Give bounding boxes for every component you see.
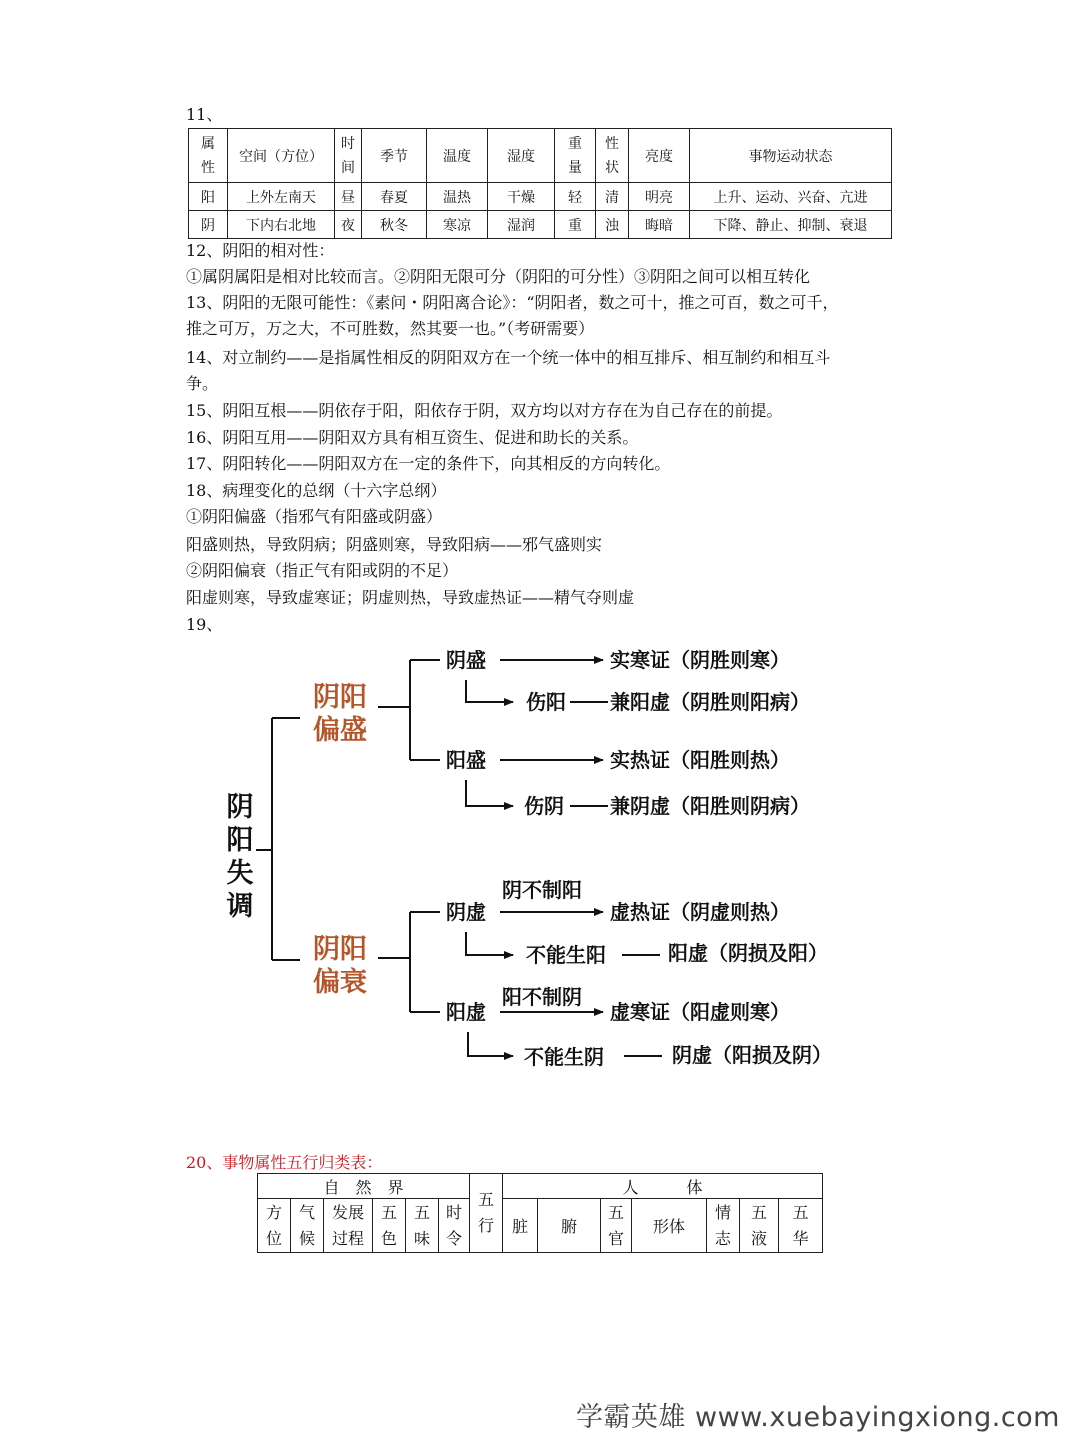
table2-col: 时 令: [439, 1199, 470, 1253]
node-bu-neng-sheng-yin-result: 阴虚（阳损及阴）: [672, 1043, 832, 1067]
table1-cell: 秋冬: [362, 211, 427, 239]
text-line: 阳盛则热，导致阴病；阴盛则寒，导致阳病——邪气盛则实: [186, 535, 603, 554]
table2-group-row: [258, 1174, 823, 1199]
node-yin-xu: 阴虚: [446, 900, 486, 924]
branch-excess-line2: 偏盛: [313, 715, 367, 746]
root-char: 阴: [226, 792, 254, 823]
table1-cell: 阳: [189, 183, 228, 211]
table1-cell: 晦暗: [629, 211, 690, 239]
text-line: 阳虚则寒，导致虚寒证；阴虚则热，导致虚热证——精气夺则虚: [186, 588, 635, 607]
node-shang-yin-result: 兼阴虚（阳胜则阴病）: [610, 794, 810, 818]
text-line: 14、对立制约——是指属性相反的阴阳双方在一个统一体中的相互排斥、相互制约和相互斗: [186, 348, 831, 367]
branch-labels: [313, 682, 367, 998]
table1-cell: 夜: [335, 211, 362, 239]
text-line: 19、: [186, 615, 223, 634]
table1-cell: 重: [555, 211, 596, 239]
table2-col: 五 味: [406, 1199, 439, 1253]
table2-col: 气 候: [291, 1199, 324, 1253]
table2-col: 五 色: [373, 1199, 406, 1253]
table1-cell: 清: [596, 183, 629, 211]
branch-deficiency-line2: 偏衰: [313, 967, 367, 998]
table1-cell: 上外左南天: [228, 183, 335, 211]
table1-header-cell: 季节: [362, 129, 427, 183]
table1-cell: 温热: [427, 183, 488, 211]
table1-cell: 阴: [189, 211, 228, 239]
table2-nature-header: 自 然 界: [258, 1174, 470, 1199]
node-yang-bu-zhi-yin: 阳不制阴: [502, 985, 582, 1009]
table1-cell: 寒凉: [427, 211, 488, 239]
table1-cell: 轻: [555, 183, 596, 211]
text-line: ①阴阳偏盛（指邪气有阳盛或阴盛）: [186, 507, 443, 526]
site-watermark: 学霸英雄 www.xuebayingxiong.com: [575, 1402, 1060, 1433]
table1-header-cell: 空间（方位）: [228, 129, 335, 183]
node-shang-yin: 伤阴: [524, 794, 564, 818]
node-yang-sheng: 阳盛: [446, 748, 486, 772]
table2-col: 方 位: [258, 1199, 291, 1253]
root-label: [227, 792, 254, 922]
table1-number: 11、: [186, 105, 223, 124]
text-line: 15、阴阳互根——阴依存于阳，阳依存于阴，双方均以对方存在为自己存在的前提。: [186, 401, 783, 420]
table2-col: 腑: [538, 1199, 601, 1253]
table1-cell: 上升、运动、兴奋、亢进: [690, 183, 892, 211]
text-line: ①属阴属阳是相对比较而言。②阴阳无限可分（阴阳的可分性）③阴阳之间可以相互转化: [186, 267, 811, 286]
branch-deficiency-line1: 阴阳: [313, 934, 367, 965]
node-shang-yang-result: 兼阳虚（阴胜则阳病）: [610, 690, 810, 714]
branch-excess-line1: 阴阳: [313, 682, 367, 713]
node-bu-neng-sheng-yin: 不能生阴: [524, 1045, 604, 1069]
table2-col: 脏: [503, 1199, 538, 1253]
table1-cell: 干燥: [488, 183, 555, 211]
table2-column-row: [258, 1199, 823, 1253]
node-bu-neng-sheng-yang: 不能生阳: [526, 943, 606, 967]
five-elements-table: [257, 1173, 823, 1253]
text-line: 13、阴阳的无限可能性：《素问・阴阳离合论》：“阴阳者，数之可十，推之可百，数之可千，: [186, 293, 839, 312]
text-line: 12、阴阳的相对性：: [186, 241, 335, 260]
node-yin-bu-zhi-yang: 阴不制阳: [502, 878, 582, 902]
table2-col: 五 液: [740, 1199, 779, 1253]
table2-col: 五 华: [779, 1199, 823, 1253]
table1-cell: 明亮: [629, 183, 690, 211]
table2-title: 20、事物属性五行归类表：: [186, 1153, 383, 1172]
node-yin-sheng: 阴盛: [446, 648, 486, 672]
table1-header-cell: 重 量: [555, 129, 596, 183]
node-yang-xu-result: 虚寒证（阳虚则寒）: [610, 1000, 790, 1024]
node-yang-xu: 阳虚: [446, 1000, 486, 1024]
node-bu-neng-sheng-yang-result: 阳虚（阴损及阳）: [668, 941, 828, 965]
table2-col: 情 志: [707, 1199, 740, 1253]
diagram-nodes: [446, 648, 832, 1069]
table1-cell: 湿润: [488, 211, 555, 239]
text-line: 推之可万，万之大，不可胜数，然其要一也。”（考研需要）: [186, 319, 595, 338]
table1-header-cell: 亮度: [629, 129, 690, 183]
table2-wuxing-header: 五 行: [470, 1174, 503, 1253]
root-char: 失: [226, 858, 254, 889]
node-shang-yang: 伤阳: [526, 690, 566, 714]
table1-header-cell: 事物运动状态: [690, 129, 892, 183]
node-yin-xu-result: 虚热证（阴虚则热）: [610, 900, 790, 924]
node-yang-sheng-result: 实热证（阳胜则热）: [610, 748, 790, 772]
table2-col: 形体: [632, 1199, 707, 1253]
text-line: ②阴阳偏衰（指正气有阳或阴的不足）: [186, 561, 459, 580]
table1-header-cell: 温度: [427, 129, 488, 183]
table1-cell: 下内右北地: [228, 211, 335, 239]
text-line: 争。: [186, 374, 219, 393]
table1-header-cell: 属 性: [189, 129, 228, 183]
table2-body-header: 人 体: [503, 1174, 823, 1199]
table1-header-cell: 性 状: [596, 129, 629, 183]
node-yin-sheng-result: 实寒证（阴胜则寒）: [610, 648, 790, 672]
table1-cell: 下降、静止、抑制、衰退: [690, 211, 892, 239]
table1-cell: 浊: [596, 211, 629, 239]
text-line: 18、病理变化的总纲（十六字总纲）: [186, 481, 447, 500]
table1-cell: 春夏: [362, 183, 427, 211]
table1-cell: 昼: [335, 183, 362, 211]
table1-header-cell: 湿度: [488, 129, 555, 183]
root-char: 调: [226, 891, 254, 922]
table2-col: 发展 过程: [324, 1199, 373, 1253]
root-char: 阳: [226, 825, 254, 856]
table1-header-cell: 时 间: [335, 129, 362, 183]
table2-col: 五 官: [601, 1199, 632, 1253]
text-line: 16、阴阳互用——阴阳双方具有相互资生、促进和助长的关系。: [186, 428, 639, 447]
text-line: 17、阴阳转化——阴阳双方在一定的条件下，向其相反的方向转化。: [186, 454, 671, 473]
